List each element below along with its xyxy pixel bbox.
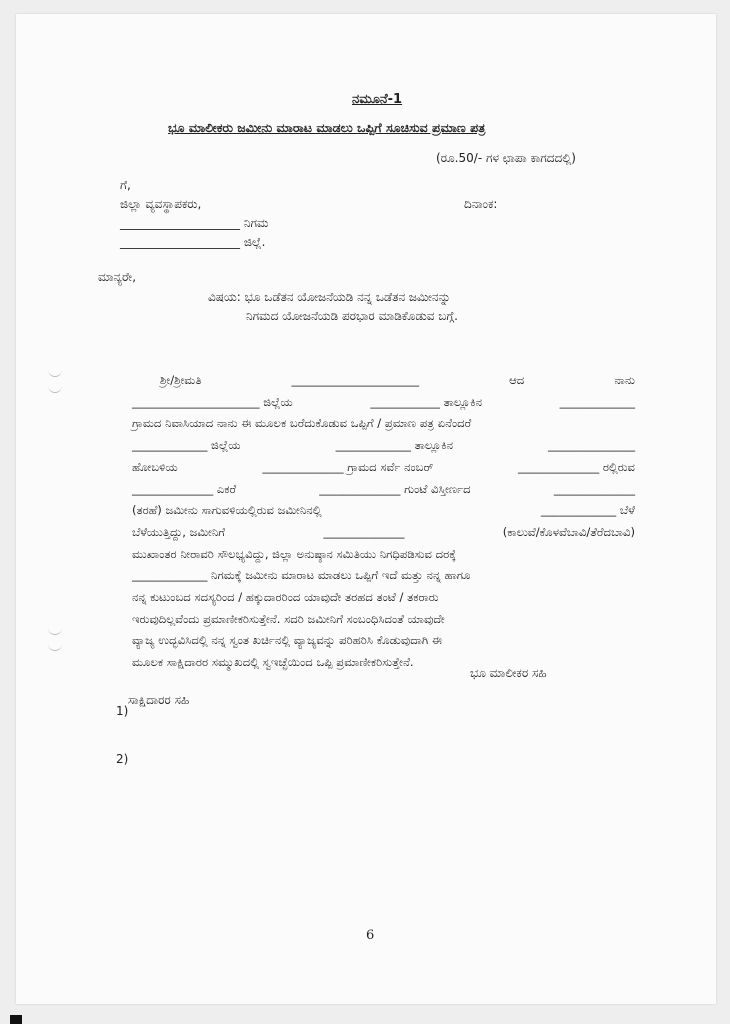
witness-1: 1) — [116, 704, 129, 718]
date-label: ದಿನಾಂಕ: — [464, 197, 498, 211]
subject-line-2: ನಿಗಮದ ಯೋಜನೆಯಡಿ ಪರಭಾರ ಮಾಡಿಕೊಡುವ ಬಗ್ಗೆ. — [246, 309, 458, 323]
punch-hole-mark — [48, 626, 62, 635]
body-line-1: ಶ್ರೀ/ಶ್ರೀಮತಿ ______________________ ಆದ ನಾನು — [160, 373, 635, 387]
page-number: 6 — [366, 928, 375, 943]
body-line-8: ಬೆಳೆಯುತ್ತಿದ್ದು, ಜಮೀನಿಗೆ ______________ (ಕಾಲುವೆ/ಕೊಳವೆಬಾವಿ/ತೆರೆದಬಾವಿ) — [132, 524, 635, 539]
body-line-13: ವ್ಯಾಜ್ಯ ಉದ್ಭವಿಸಿದಲ್ಲಿ ನನ್ನ ಸ್ವಂತ ಖರ್ಚಿನಲ್ಲಿ ವ್ಯಾಜ್ಯವನ್ನು ಪರಿಹರಿಸಿ ಕೊಡುವುದಾಗಿ ಈ — [132, 633, 442, 648]
body-line-2: ______________________ ಜಿಲ್ಲೆಯ ____________ ತಾಲ್ಲೂಕಿನ _____________ — [132, 394, 635, 409]
address-line-3: ____________________ ಜಿಲ್ಲೆ. — [120, 235, 266, 249]
punch-hole-mark — [48, 384, 62, 393]
body-line-4: _____________ ಜಿಲ್ಲೆಯ _____________ ತಾಲ್ಲೂಕಿನ _______________ — [132, 438, 635, 453]
owner-signature-label: ಭೂ ಮಾಲೀಕರ ಸಹಿ — [470, 666, 547, 680]
address-line-2: ____________________ ನಿಗಮ — [120, 216, 269, 230]
body-line-5: ಹೋಬಳಿಯ ______________ ಗ್ರಾಮದ ಸರ್ವೆ ನಂಬರ್ ______________ ರಲ್ಲಿರುವ — [132, 459, 635, 474]
body-line-9: ಮುಖಾಂತರ ನೀರಾವರಿ ಸೌಲಭ್ಯವಿದ್ದು, ಜಿಲ್ಲಾ ಅನುಷ್ಠಾನ ಸಮಿತಿಯು ನಿಗಧಿಪಡಿಸುವ ದರಕ್ಕೆ — [132, 546, 457, 561]
punch-hole-mark — [48, 368, 62, 377]
body-line-14: ಮೂಲಕ ಸಾಕ್ಷಿದಾರರ ಸಮ್ಮುಖದಲ್ಲಿ ಸ್ವಇಚ್ಛೆಯಿಂದ ಒಪ್ಪಿ ಪ್ರಮಾಣೀಕರಿಸುತ್ತೇನೆ. — [132, 655, 414, 670]
body-line-3: ಗ್ರಾಮದ ನಿವಾಸಿಯಾದ ನಾನು ಈ ಮೂಲಕ ಬರೆದುಕೊಡುವ ಒಪ್ಪಿಗೆ / ಪ್ರಮಾಣ ಪತ್ರ ಏನೆಂದರೆ — [132, 416, 472, 431]
body-line-12: ಇರುವುದಿಲ್ಲವೆಂದು ಪ್ರಮಾಣೀಕರಿಸುತ್ತೇನೆ. ಸದರಿ ಜಮೀನಿಗೆ ಸಂಬಂಧಿಸಿದಂತೆ ಯಾವುದೇ — [132, 611, 445, 626]
address-to: ಗೆ, — [120, 178, 131, 192]
body-line-11: ನನ್ನ ಕುಟುಂಬದ ಸದಸ್ಯರಿಂದ / ಹಕ್ಕುದಾರರಿಂದ ಯಾವುದೇ ತರಹದ ತಂಟೆ / ತಕರಾರು — [132, 590, 439, 605]
document-heading: ಭೂ ಮಾಲೀಕರು ಜಮೀನು ಮಾರಾಟ ಮಾಡಲು ಒಪ್ಪಿಗೆ ಸೂಚಿಸುವ ಪ್ರಮಾಣ ಪತ್ರ — [168, 120, 486, 135]
address-line-1: ಜಿಲ್ಲಾ ವ್ಯವಸ್ಥಾಪಕರು, — [120, 197, 202, 211]
salutation: ಮಾನ್ಯರೇ, — [98, 270, 137, 284]
punch-hole-mark — [48, 642, 62, 651]
body-line-10: _____________ ನಿಗಮಕ್ಕೆ ಜಮೀನು ಮಾರಾಟ ಮಾಡಲು ಒಪ್ಪಿಗೆ ಇದೆ ಮತ್ತು ನನ್ನ ಹಾಗೂ — [132, 568, 471, 583]
subject-line-1: ವಿಷಯ: ಭೂ ಒಡೆತನ ಯೋಜನೆಯಡಿ ನನ್ನ ಒಡೆತನ ಜಮೀನನ್ನು — [208, 290, 451, 304]
stamp-note: (ರೂ.50/- ಗಳ ಛಾಪಾ ಕಾಗದದಲ್ಲಿ) — [436, 151, 576, 165]
scan-edge-mark — [10, 1015, 22, 1024]
body-paragraph — [132, 370, 635, 674]
body-line-7: (ತರಹೆ) ಜಮೀನು ಸಾಗುವಳಿಯಲ್ಲಿರುವ ಜಮೀನಿನಲ್ಲಿ _____________ ಬೆಳೆ — [132, 503, 635, 518]
document-page — [16, 14, 716, 1004]
witness-2: 2) — [116, 752, 129, 766]
body-line-6: ______________ ಎಕರೆ ______________ ಗುಂಟೆ ವಿಸ್ತೀರ್ಣದ ______________ — [132, 481, 635, 496]
form-number: ನಮೂನೆ-1 — [352, 92, 403, 107]
witness-signature-label: ಸಾಕ್ಷಿದಾರರ ಸಹಿ — [128, 693, 190, 707]
